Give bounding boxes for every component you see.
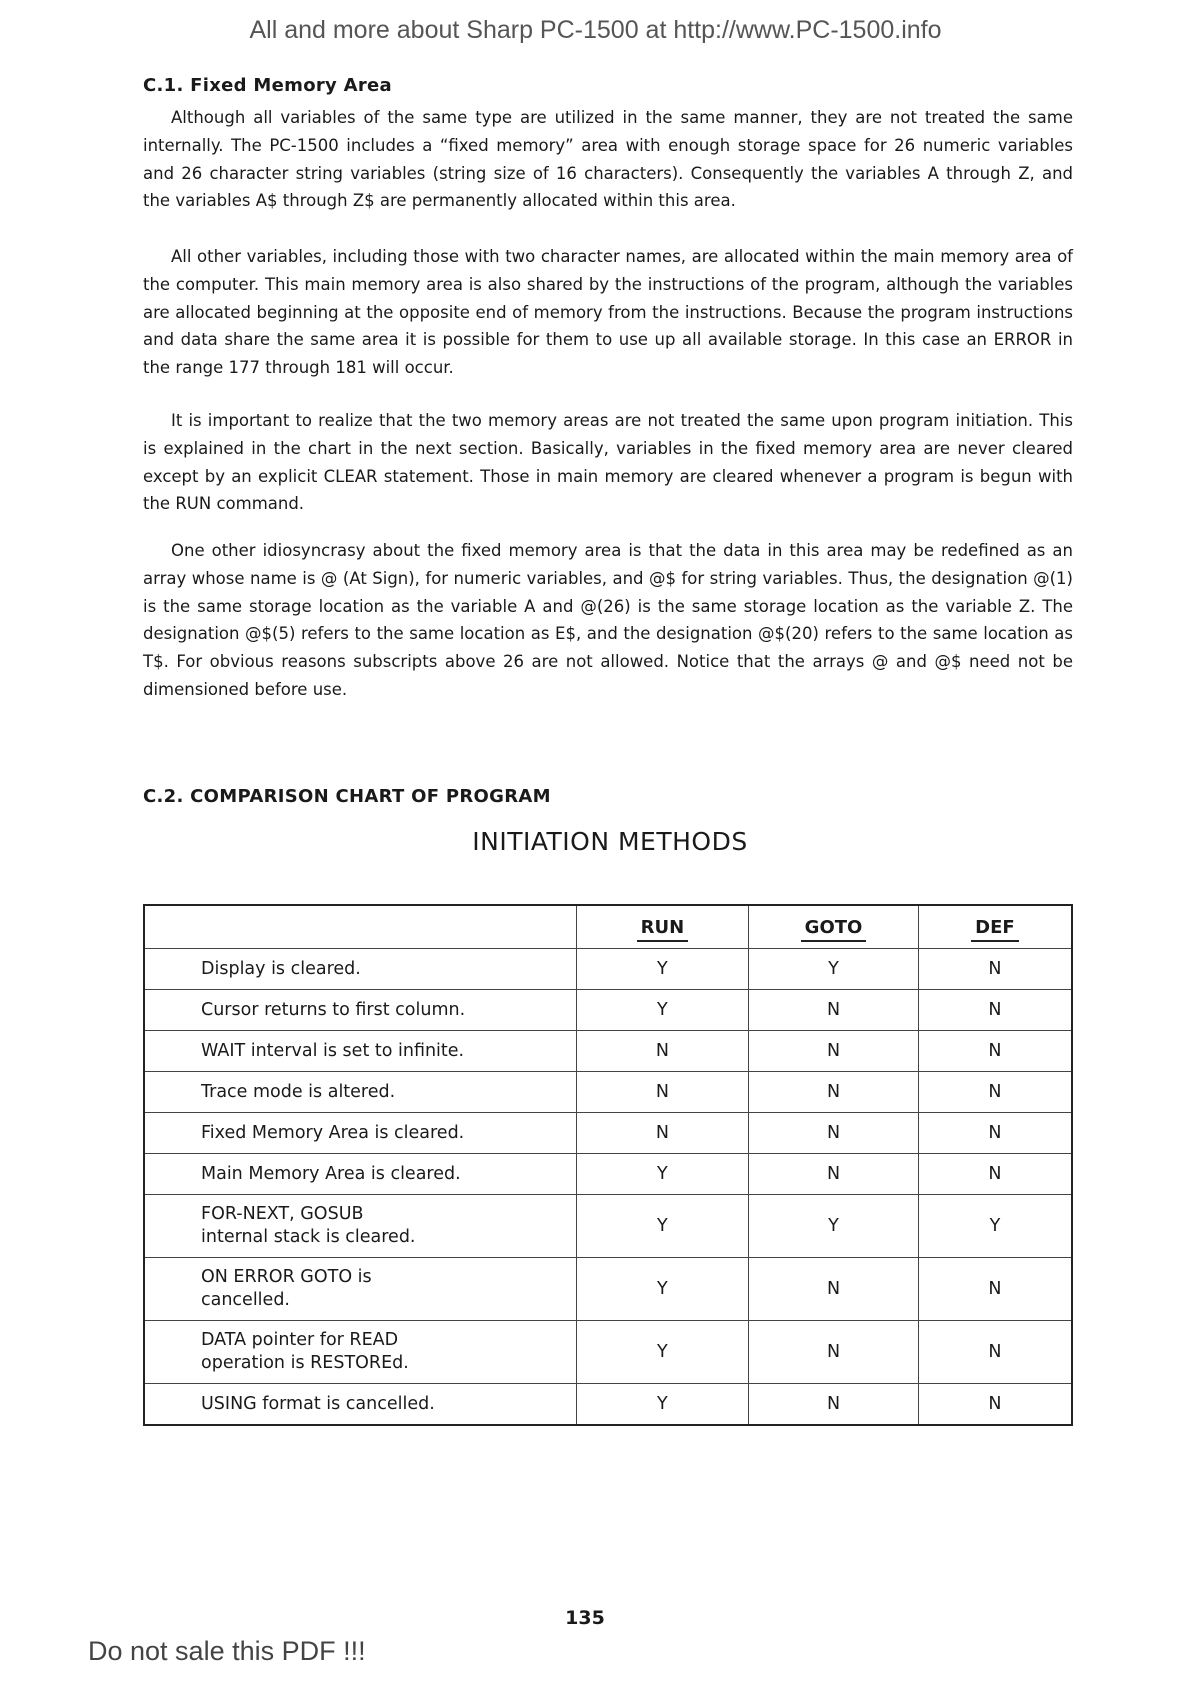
table-row <box>144 1258 1072 1321</box>
footer-note: Do not sale this PDF !!! <box>88 1636 366 1666</box>
cell-goto: N <box>749 1321 919 1384</box>
cell-goto: Y <box>749 949 919 990</box>
cell-def: N <box>918 1258 1072 1321</box>
cell-goto: N <box>749 1154 919 1195</box>
paragraph: One other idiosyncrasy about the fixed memory area is that the data in this area may be redefined as an array whose name is @ (At Sign), for numeric variables, and @$ for string variables. Thus, the designation @(1) is the same storage location as the variable A and @(26) is the same storage location as the variable Z. The designation @$(5) refers to the same location as E$, and the designation @$(20) refers to the same location as T$. For obvious reasons subscripts above 26 are not allowed. Notice that the arrays @ and @$ need not be dimensioned before use. <box>143 541 1073 699</box>
table-row <box>144 1031 1072 1072</box>
paragraph: It is important to realize that the two memory areas are not treated the same upon program initiation. This is explained in the chart in the next section. Basically, variables in the fixed memory area are never cleared except by an explicit CLEAR statement. Those in main memory are cleared whenever a program is begun with the RUN command. <box>143 411 1073 514</box>
header-banner: All and more about Sharp PC-1500 at http://www.PC-1500.info <box>249 16 942 44</box>
cell-goto: N <box>749 1031 919 1072</box>
cell-goto: N <box>749 1258 919 1321</box>
cell-run: Y <box>576 1384 749 1426</box>
cell-def: Y <box>918 1195 1072 1258</box>
table-row <box>144 1384 1072 1426</box>
cell-run: Y <box>576 1321 749 1384</box>
table-row <box>144 1195 1072 1258</box>
cell-run: N <box>576 1031 749 1072</box>
paragraph: Although all variables of the same type are utilized in the same manner, they are not treated the same internally. The PC-1500 includes a “fixed memory” area with enough storage space for 26 numeric variables and 26 character string variables (string size of 16 characters). Consequently the variables A through Z, and the variables A$ through Z$ are permanently allocated within this area. <box>143 108 1073 211</box>
cell-goto: N <box>749 1072 919 1113</box>
header-empty-cell <box>144 905 576 949</box>
cell-def: N <box>918 1384 1072 1426</box>
cell-run: Y <box>576 990 749 1031</box>
cell-def: N <box>918 1321 1072 1384</box>
column-header-run: RUN <box>576 905 749 949</box>
cell-def: N <box>918 1113 1072 1154</box>
comparison-table <box>143 904 1073 1426</box>
cell-run: Y <box>576 1195 749 1258</box>
section-heading-fixed-memory: C.1. Fixed Memory Area <box>143 75 392 96</box>
row-label: Fixed Memory Area is cleared. <box>144 1113 576 1154</box>
cell-run: N <box>576 1072 749 1113</box>
row-label: Display is cleared. <box>144 949 576 990</box>
table-row <box>144 1321 1072 1384</box>
row-label: ON ERROR GOTO is cancelled. <box>144 1258 576 1321</box>
cell-def: N <box>918 949 1072 990</box>
cell-goto: N <box>749 1384 919 1426</box>
row-label: USING format is cancelled. <box>144 1384 576 1426</box>
cell-goto: N <box>749 1113 919 1154</box>
row-label: FOR-NEXT, GOSUB internal stack is cleared. <box>144 1195 576 1258</box>
row-label: Main Memory Area is cleared. <box>144 1154 576 1195</box>
table-row <box>144 990 1072 1031</box>
row-label: WAIT interval is set to infinite. <box>144 1031 576 1072</box>
cell-def: N <box>918 1154 1072 1195</box>
table-header-row <box>144 905 1072 949</box>
cell-def: N <box>918 1072 1072 1113</box>
table-row <box>144 1113 1072 1154</box>
cell-run: Y <box>576 1258 749 1321</box>
cell-def: N <box>918 990 1072 1031</box>
cell-run: Y <box>576 949 749 990</box>
row-label: DATA pointer for READ operation is RESTOREd. <box>144 1321 576 1384</box>
cell-run: N <box>576 1113 749 1154</box>
column-header-goto: GOTO <box>749 905 919 949</box>
table-row <box>144 1072 1072 1113</box>
cell-def: N <box>918 1031 1072 1072</box>
cell-goto: Y <box>749 1195 919 1258</box>
cell-run: Y <box>576 1154 749 1195</box>
column-header-def: DEF <box>918 905 1072 949</box>
page-number: 135 <box>565 1607 605 1629</box>
row-label: Trace mode is altered. <box>144 1072 576 1113</box>
section-heading-comparison-chart: C.2. COMPARISON CHART OF PROGRAM <box>143 786 551 807</box>
table-row <box>144 949 1072 990</box>
paragraph: All other variables, including those with two character names, are allocated within the main memory area of the computer. This main memory area is also shared by the instructions of the program, although the variables are allocated beginning at the opposite end of memory from the instructions. Because the program instructions and data share the same area it is possible for them to use up all available storage. In this case an ERROR in the range 177 through 181 will occur. <box>143 247 1073 378</box>
chart-subtitle: INITIATION METHODS <box>472 827 748 856</box>
row-label: Cursor returns to first column. <box>144 990 576 1031</box>
cell-goto: N <box>749 990 919 1031</box>
table-row <box>144 1154 1072 1195</box>
